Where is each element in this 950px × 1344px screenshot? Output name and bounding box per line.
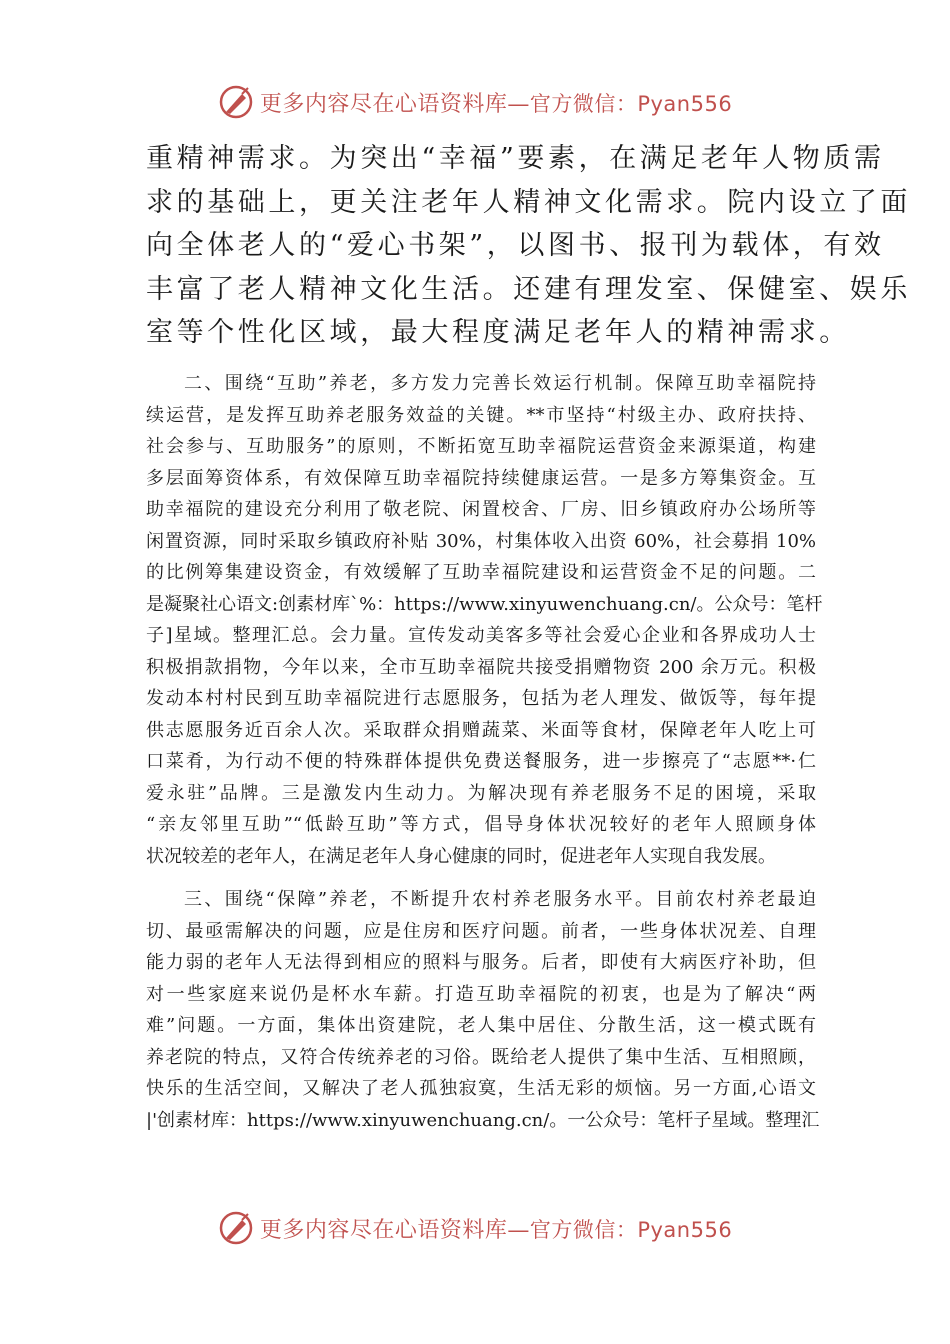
watermark-text: 更多内容尽在心语资料库—官方微信：Pyan556 (259, 1217, 733, 1243)
text-line: 多层面筹资体系，有效保障互助幸福院持续健康运营。一是多方筹集资金。互 (146, 467, 816, 489)
text-line: 是凝聚社心语文:创素材库`%：https://www.xinyuwenchuang.cn/。公众号：笔杆 (146, 593, 823, 615)
text-line: 子]星域。整理汇总。会力量。宣传发动美客多等社会爱心企业和各界成功人士 (146, 625, 816, 646)
text-line: 续运营，是发挥互助养老服务效益的关键。**市坚持“村级主办、政府扶持、 (146, 404, 816, 426)
text-line: 切、最亟需解决的问题，应是住房和医疗问题。前者，一些身体状况差、自理 (146, 920, 816, 942)
text-line: 助幸福院的建设充分利用了敬老院、闲置校舍、厂房、旧乡镇政府办公场所等 (146, 499, 816, 520)
text-line: 发动本村村民到互助幸福院进行志愿服务，包括为老人理发、做饭等，每年提 (146, 688, 816, 709)
text-line: 丰富了老人精神文化生活。还建有理发室、保健室、娱乐 (146, 273, 911, 305)
text-line: 积极捐款捐物，今年以来，全市互助幸福院共接受捐赠物资 200 余万元。积极 (146, 656, 816, 678)
text-line: 口菜肴，为行动不便的特殊群体提供免费送餐服务，进一步擦亮了“志愿**·仁 (146, 751, 816, 772)
text-line: 室等个性化区域，最大程度满足老年人的精神需求。 (146, 317, 850, 348)
text-line: 快乐的生活空间，又解决了老人孤独寂寞，生活无彩的烦恼。另一方面,心语文 (146, 1078, 816, 1099)
header-watermark (0, 82, 950, 122)
text-line: |'创素材库：https://www.xinyuwenchuang.cn/。一公众号：笔杆子星域。整理汇 (146, 1109, 820, 1131)
text-line: 状况较差的老年人，在满足老年人身心健康的同时，促进老年人实现自我发展。 (146, 845, 776, 867)
text-line: 养老院的特点，又符合传统养老的习俗。既给老人提供了集中生活、互相照顾， (146, 1046, 816, 1068)
paragraph-2 (146, 368, 823, 872)
quill-logo-icon (218, 84, 254, 120)
text-line: 闲置资源，同时采取乡镇政府补贴 30%，村集体收入出资 60%，社会募捐 10% (146, 530, 816, 552)
text-line: 爱永驻”品牌。三是激发内生动力。为解决现有养老服务不足的困境，采取 (146, 782, 816, 804)
body-text (146, 368, 823, 1136)
text-line: 能力弱的老年人无法得到相应的照料与服务。后者，即使有大病医疗补助，但 (146, 952, 816, 973)
text-line: 难”问题。一方面，集体出资建院，老人集中居住、分散生活，这一模式既有 (146, 1015, 816, 1036)
text-line: 对一些家庭来说仍是杯水车薪。打造互助幸福院的初衷，也是为了解决“两 (146, 983, 816, 1005)
text-line: 的比例筹集建设资金，有效缓解了互助幸福院建设和运营资金不足的问题。二 (146, 562, 816, 583)
text-line: 社会参与、互助服务”的原则，不断拓宽互助幸福院运营资金来源渠道，构建 (146, 436, 816, 457)
quill-logo-icon (218, 1210, 254, 1246)
intro-paragraph (146, 137, 911, 355)
text-line: “亲友邻里互助”“低龄互助”等方式，倡导身体状况较好的老年人照顾身体 (146, 814, 816, 835)
footer-watermark (0, 1208, 950, 1248)
text-line: 重精神需求。为突出“幸福”要素，在满足老年人物质需 (146, 143, 885, 174)
paragraph-3 (146, 884, 820, 1136)
text-line: 求的基础上，更关注老年人精神文化需求。院内设立了面 (146, 186, 911, 218)
text-line: 供志愿服务近百余人次。采取群众捐赠蔬菜、米面等食材，保障老年人吃上可 (146, 719, 816, 741)
text-line: 三、围绕“保障”养老，不断提升农村养老服务水平。目前农村养老最迫 (184, 889, 816, 910)
text-line: 向全体老人的“爱心书架”，以图书、报刊为载体，有效 (146, 230, 885, 261)
text-line: 二、围绕“互助”养老，多方发力完善长效运行机制。保障互助幸福院持 (184, 373, 816, 394)
watermark-text: 更多内容尽在心语资料库—官方微信：Pyan556 (259, 91, 733, 117)
